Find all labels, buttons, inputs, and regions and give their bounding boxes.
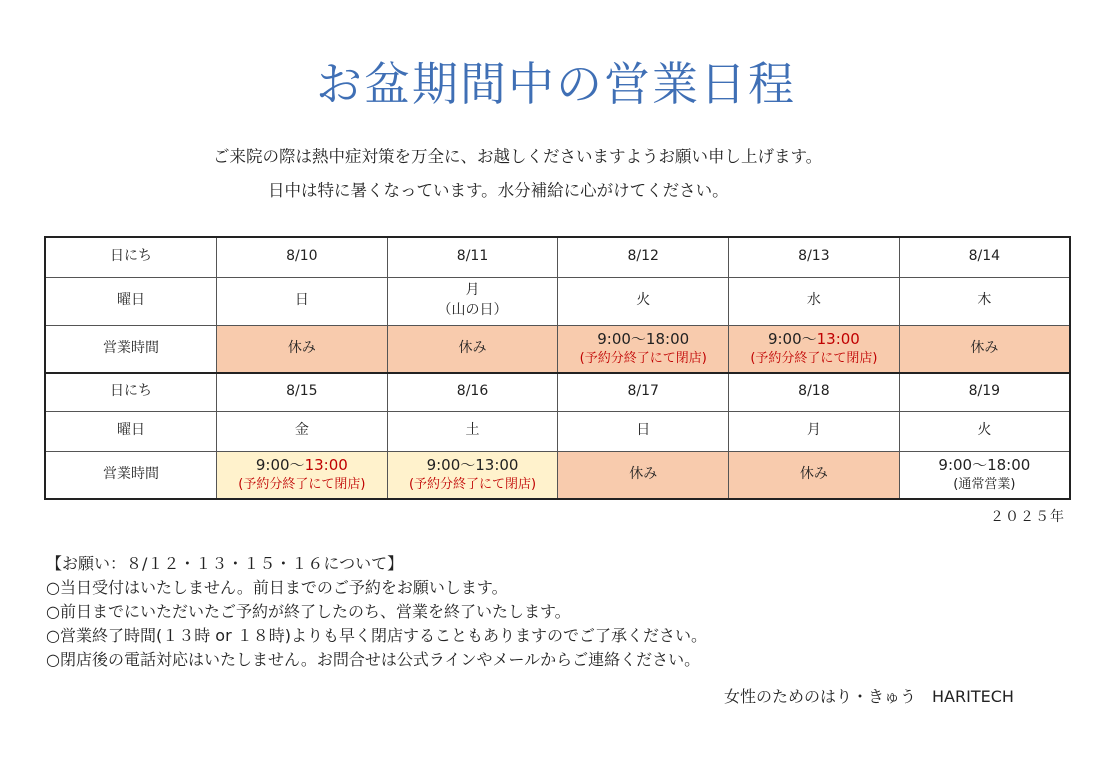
day-cell: 日: [217, 277, 388, 325]
date-cell: 8/11: [387, 237, 558, 277]
hours-time: 9:00～18:00: [938, 456, 1031, 475]
hours-cell-short: [217, 451, 388, 499]
hours-cell-closed: 休み: [729, 451, 900, 499]
hours-time: 9:00～13:00: [426, 456, 519, 475]
hours-row-week2: [45, 451, 1070, 499]
day-row-week1: [45, 277, 1070, 325]
date-cell: 8/17: [558, 373, 729, 411]
day-row-week2: [45, 411, 1070, 451]
hours-label: 営業時間: [45, 325, 217, 373]
hours-cell-closed: 休み: [558, 451, 729, 499]
day-cell: 木: [899, 277, 1070, 325]
hours-cell-short: [729, 325, 900, 373]
day-cell: [387, 277, 558, 325]
hours-time: 9:00～13:00: [255, 456, 348, 475]
day-cell: 日: [558, 411, 729, 451]
date-row-week1: [45, 237, 1070, 277]
hours-note: (予約分終了にて閉店): [750, 351, 878, 367]
day-label: 曜日: [45, 411, 217, 451]
clinic-signature: 女性のためのはり・きゅう HARITECH: [724, 687, 1014, 706]
hours-cell-normal: [899, 451, 1070, 499]
page-title: お盆期間中の営業日程: [316, 57, 796, 111]
hours-row-week1: [45, 325, 1070, 373]
date-label: 日にち: [45, 237, 217, 277]
hours-time: 9:00～18:00: [597, 330, 690, 349]
note-item: ○前日までにいただいたご予約が終了したのち、営業を終了いたします。: [46, 602, 571, 621]
day-text: 月: [465, 282, 480, 299]
day-cell: 月: [729, 411, 900, 451]
date-cell: 8/19: [899, 373, 1070, 411]
date-cell: 8/18: [729, 373, 900, 411]
hours-cell-closed: 休み: [217, 325, 388, 373]
date-cell: 8/10: [217, 237, 388, 277]
day-cell: 火: [899, 411, 1070, 451]
date-cell: 8/14: [899, 237, 1070, 277]
hours-note: (予約分終了にて閉店): [238, 477, 366, 493]
notes-heading: 【お願い：８/１２・１３・１５・１６について】: [46, 554, 404, 573]
date-cell: 8/13: [729, 237, 900, 277]
hours-cell-short: [387, 451, 558, 499]
date-cell: 8/16: [387, 373, 558, 411]
note-item: ○閉店後の電話対応はいたしません。お問合せは公式ラインやメールからご連絡ください。: [46, 650, 701, 669]
hours-note: (予約分終了にて閉店): [408, 477, 537, 493]
notes-block: [46, 552, 707, 672]
hours-cell-closed: 休み: [899, 325, 1070, 373]
day-cell: 火: [558, 277, 729, 325]
year-label: ２０２５年: [990, 509, 1065, 525]
day-cell: 金: [217, 411, 388, 451]
hours-note: (通常営業): [953, 477, 1016, 493]
date-label: 日にち: [45, 373, 217, 411]
day-cell: 水: [729, 277, 900, 325]
day-cell: 土: [387, 411, 558, 451]
note-item: ○営業終了時間(１３時 or １８時)よりも早く閉店することもありますのでご了承ください。: [46, 626, 707, 645]
schedule-table: [44, 236, 1071, 500]
hours-cell-closed: 休み: [387, 325, 558, 373]
day-label: 曜日: [45, 277, 217, 325]
note-item: ○当日受付はいたしません。前日までのご予約をお願いします。: [46, 578, 508, 597]
hours-note: (予約分終了にて閉店): [579, 351, 707, 367]
holiday-note: （山の日）: [437, 302, 508, 318]
intro-line-1: ご来院の際は熱中症対策を万全に、お越しくださいますようお願い申し上げます。: [213, 147, 823, 166]
date-cell: 8/15: [217, 373, 388, 411]
hours-label: 営業時間: [45, 451, 217, 499]
date-row-week2: [45, 373, 1070, 411]
date-cell: 8/12: [558, 237, 729, 277]
hours-time: 9:00～13:00: [767, 330, 860, 349]
hours-cell-short: [558, 325, 729, 373]
intro-line-2: 日中は特に暑くなっています。水分補給に心がけてください。: [268, 181, 729, 200]
